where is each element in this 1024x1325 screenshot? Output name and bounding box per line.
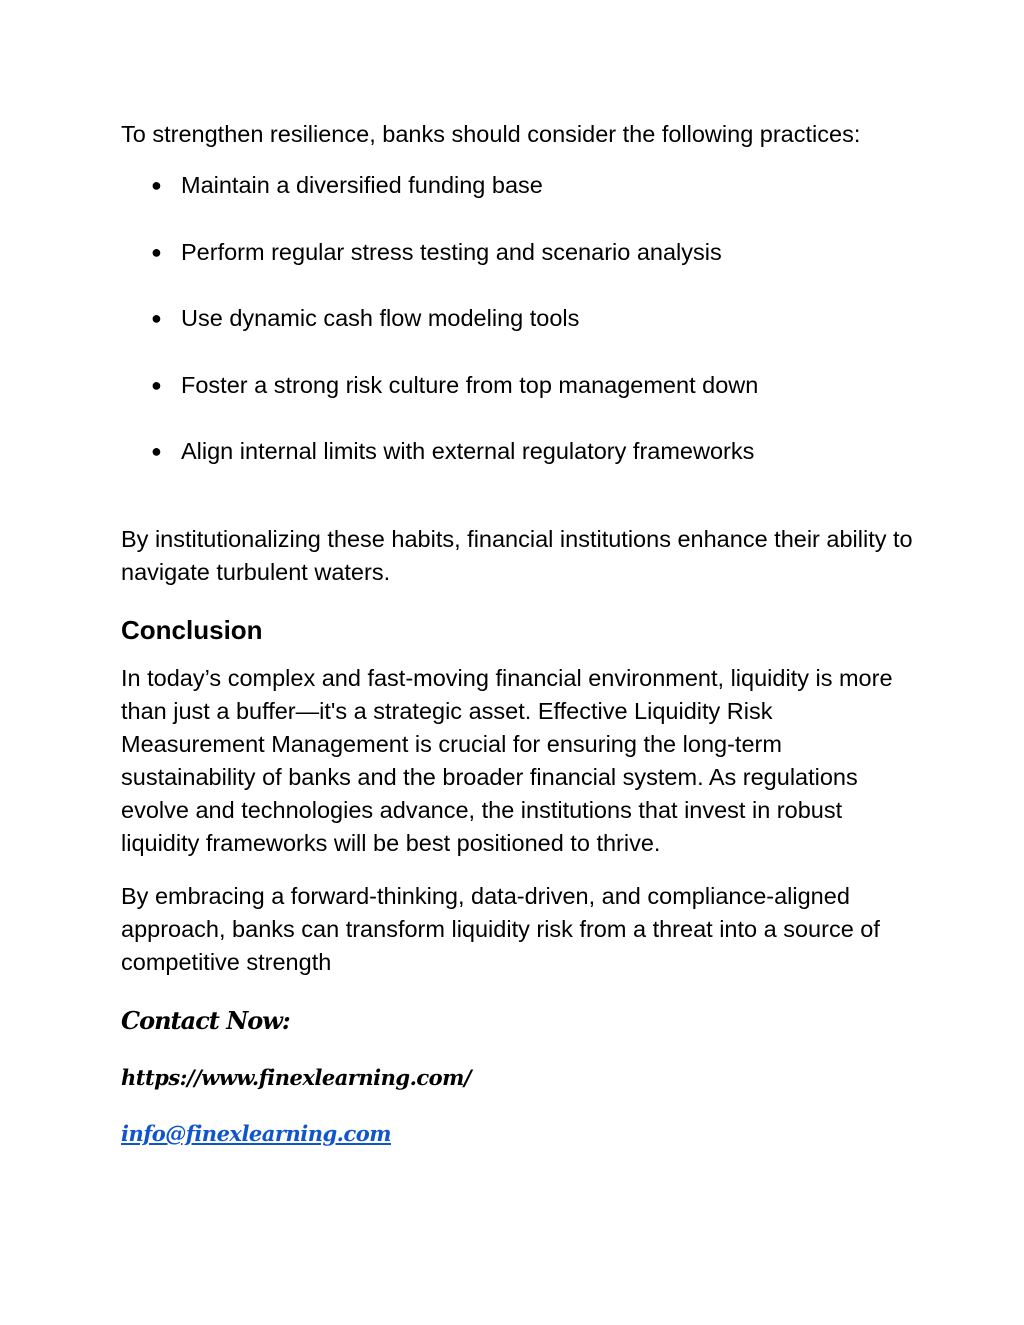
bullet-icon: ● [151, 441, 162, 461]
practices-list [121, 169, 921, 468]
list-item [121, 236, 921, 269]
website-link: https://www.finexlearning.com/ [121, 1065, 472, 1090]
contact-heading: Contact Now: [121, 1006, 290, 1035]
conclusion-paragraph-1: In today’s complex and fast-moving financial environment, liquidity is more than just a buffer—it's a strategic asset. Effective Liquidity Risk Measurement Management is crucial for ensuring the long-term sustainability of banks and the broader financial system. As regulations evolve and technologies advance, the institutions that invest in robust liquidity frameworks will be best positioned to thrive. [121, 665, 893, 856]
bullet-icon: ● [151, 308, 162, 328]
bullet-icon: ● [151, 175, 162, 195]
list-item-text: Use dynamic cash flow modeling tools [181, 305, 580, 331]
document-page [121, 118, 921, 1152]
bullet-icon: ● [151, 374, 162, 395]
bullet-icon: ● [151, 241, 162, 262]
list-item-text: Foster a strong risk culture from top management down [181, 371, 759, 398]
list-item [121, 169, 921, 202]
list-item [121, 369, 921, 402]
conclusion-paragraph-2: By embracing a forward-thinking, data-driven, and compliance-aligned approach, banks can transform liquidity risk from a threat into a source of competitive strength [121, 883, 880, 975]
list-item-text: Align internal limits with external regulatory frameworks [181, 438, 755, 464]
intro-paragraph: To strengthen resilience, banks should consider the following practices: [121, 121, 861, 147]
summary-paragraph: By institutionalizing these habits, financial institutions enhance their ability to navigate turbulent waters. [121, 526, 913, 585]
email-link[interactable]: info@finexlearning.com [121, 1121, 391, 1146]
list-item [121, 435, 921, 468]
list-item-text: Perform regular stress testing and scenario analysis [181, 238, 722, 265]
list-item [121, 302, 921, 335]
list-item-text: Maintain a diversified funding base [181, 172, 543, 198]
conclusion-heading: Conclusion [121, 615, 263, 645]
